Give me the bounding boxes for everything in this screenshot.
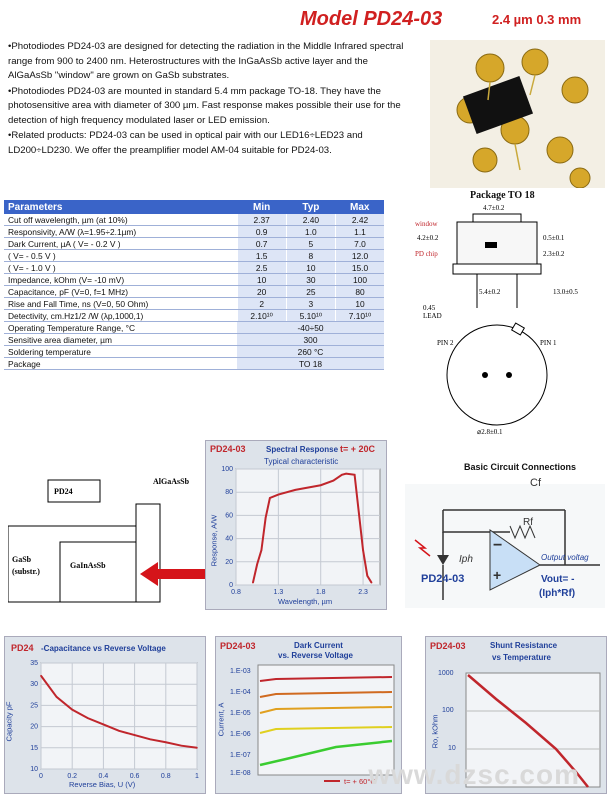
param-cell: Cut off wavelength, µm (at 10%) [4,214,237,226]
min-cell: 0.7 [237,238,286,250]
max-cell: 1.1 [336,226,385,238]
data-point [333,480,335,482]
shunt-ytick: 100 [442,707,454,714]
package-drawing [415,200,605,440]
circuit-formula: (Iph*Rf) [539,588,576,599]
layer-structure [8,478,208,603]
dark-title: PD24-03 [220,641,256,651]
data-point [196,747,198,749]
spectral-chart [206,441,386,609]
min-cell: 2 [237,298,286,310]
table-row [4,298,384,310]
intro-text [8,40,408,159]
x-tick-label: 0.2 [67,773,78,780]
data-point [345,473,347,475]
typ-cell: 30 [286,274,335,286]
table-row [4,226,384,238]
max-cell: 15.0 [336,262,385,274]
intro-para-2: •Photodiodes PD24-03 are mounted in standard 5.4 mm package TO-18. They have the photosensitive area with diameter of 300 µm. Fast response makes possible their use for the detection of high frequency modulated laser or LED emission. [8,85,401,126]
dark-subtitle: Dark Current [294,641,343,650]
data-point [118,730,120,732]
data-point [354,474,356,476]
data-point [261,549,263,551]
watermark: www.dzsc.com [368,759,580,790]
data-point [165,741,167,743]
spec-label: 2.4 µm 0.3 mm [492,12,582,27]
dark-ytick: 1.E-04 [230,689,251,696]
value-cell: -40÷50 [237,322,384,334]
pkg-lead-t: LEAD [423,312,442,320]
data-point [371,582,373,584]
value-cell: 300 [237,334,384,346]
x-tick-label: 1.8 [315,589,326,596]
y-tick-label: 80 [225,489,233,497]
x-tick-label: 2.3 [358,589,368,596]
data-point [149,739,151,741]
pkg-window: window [415,220,438,228]
max-cell: 2.42 [336,214,385,226]
data-point [181,745,183,747]
typ-cell: 2.40 [286,214,335,226]
svg-text:−: − [493,537,503,554]
col-min: Min [237,200,286,214]
intro-para-1: •Photodiodes PD24-03 are designed for detecting the radiation in the Middle Infrared spectral range from 900 to 2400 nm. Heterostructures with the InGaAsSb active layer and the AlGaAsSb "window" are grown on GaSb substrates. [8,41,404,81]
param-cell: Sensitive area diameter, µm [4,334,237,346]
shunt-ylabel: Ro, kOhm [430,714,440,749]
pkg-pitch: ⌀2.8±0.1 [477,428,503,436]
spectral-title: PD24-03 [210,444,246,454]
data-point [320,484,322,486]
table-row [4,262,384,274]
y-tick-label: 10 [30,766,38,773]
dark-ytick: 1.E-06 [230,731,251,738]
x-tick-label: 1 [195,773,199,780]
min-cell: 0.9 [237,226,286,238]
x-tick-label: 0.6 [129,773,140,780]
circuit-iph: Iph [459,554,473,565]
value-cell: TO 18 [237,358,384,370]
x-tick-label: 0.4 [98,773,109,780]
dark-sub2: vs. Reverse Voltage [278,651,354,660]
dark-legend: t= + 60°C [344,777,376,786]
data-point [269,497,271,499]
package-title: Package TO 18 [470,190,535,201]
spectral-ylabel: Response, A/W [209,514,219,567]
data-point [341,474,343,476]
table-row [4,322,384,334]
min-cell: 2.5 [237,262,286,274]
param-cell: Dark Current, µA ( V= - 0.2 V ) [4,238,237,250]
y-tick-label: 40 [225,535,233,543]
table-row [4,310,384,322]
struct-substr: (substr.) [12,567,40,576]
pkg-dim-h2: 0.5±0.1 [543,234,565,242]
spectral-temp: t= + 20C [340,444,376,454]
y-tick-label: 100 [221,466,233,473]
table-row [4,334,384,346]
min-cell: 1.5 [237,250,286,262]
pkg-dim-h1: 4.2±0.2 [417,234,439,242]
table-row [4,358,384,370]
x-tick-label: 0 [39,773,43,780]
y-tick-label: 35 [30,660,38,667]
shunt-ytick: 10 [448,745,456,752]
max-cell: 7.0 [336,238,385,250]
y-tick-label: 15 [30,744,38,752]
table-row [4,214,384,226]
param-cell: Impedance, kOhm (V= -10 mV) [4,274,237,286]
param-cell: Rise and Fall Time, ns (V=0, 50 Ohm) [4,298,237,310]
plot-area [41,663,197,769]
pkg-dim-len: 13.0±0.5 [553,288,578,296]
capacitance-ylabel: Capacity pF [4,701,14,742]
table-row [4,250,384,262]
param-cell: Capacitance, pF (V=0, f=1 MHz) [4,286,237,298]
plot-area [236,469,380,585]
shunt-subtitle: Shunt Resistance [490,641,558,650]
x-tick-label: 1.3 [273,589,284,596]
param-cell: Package [4,358,237,370]
max-cell: 12.0 [336,250,385,262]
capacitance-panel [4,636,206,794]
capacitance-chart [5,637,205,793]
table-row [4,238,384,250]
col-parameters: Parameters [4,200,237,214]
shunt-sub2: vs Temperature [492,653,551,662]
capacitance-xlabel: Reverse Bias, U (V) [69,780,136,789]
shunt-title: PD24-03 [430,641,466,651]
y-tick-label: 30 [30,681,38,689]
product-photo [430,40,605,188]
param-cell: Soldering temperature [4,346,237,358]
table-row [4,286,384,298]
pkg-dim-h3: 2.3±0.2 [543,250,565,258]
y-tick-label: 20 [225,558,233,566]
pkg-lead: 0.45 [423,304,436,312]
data-point [278,494,280,496]
data-point [366,575,368,577]
data-point [103,724,105,726]
data-point [256,563,258,565]
param-cell: ( V= - 1.0 V ) [4,262,237,274]
typ-cell: 10 [286,262,335,274]
y-tick-label: 0 [229,582,233,589]
table-row [4,274,384,286]
circuit-device: PD24-03 [421,573,465,585]
typ-cell: 3 [286,298,335,310]
value-cell: 260 °C [237,346,384,358]
pkg-pdchip: PD chip [415,250,438,258]
typ-cell: 8 [286,250,335,262]
param-cell: Responsivity, A/W (λ=1.95÷2.1µm) [4,226,237,238]
parameters-table [4,200,384,370]
y-tick-label: 60 [225,512,233,520]
spectral-sub2: Typical characteristic [264,457,339,466]
max-cell: 100 [336,274,385,286]
data-point [252,582,254,584]
dark-ytick: 1.E-07 [230,752,251,759]
model-title: Model PD24-03 [300,8,443,30]
param-cell: ( V= - 0.5 V ) [4,250,237,262]
circuit-title: Basic Circuit Connections [464,462,577,472]
data-point [40,675,42,677]
col-max: Max [336,200,385,214]
max-cell: 7.10¹⁰ [336,310,385,322]
spectral-panel [205,440,387,610]
min-cell: 20 [237,286,286,298]
data-point [71,709,73,711]
min-cell: 10 [237,274,286,286]
data-point [265,517,267,519]
pkg-pin1: PIN 1 [540,339,557,347]
x-tick-label: 0.8 [160,773,171,780]
struct-algaassb: AlGaAsSb [153,478,190,486]
pkg-dim-d: 5.4±0.2 [479,288,501,296]
data-point [87,717,89,719]
min-cell: 2.10¹⁰ [237,310,286,322]
x-tick-label: 0.8 [231,589,241,596]
circuit-rf: Rf [523,517,533,528]
dark-ylabel: Current, A [216,702,226,737]
pkg-pin2: PIN 2 [437,339,454,347]
dark-ytick: 1.E-03 [230,668,251,675]
circuit-out: Output voltag [541,553,589,562]
typ-cell: 25 [286,286,335,298]
y-tick-label: 25 [30,702,38,710]
struct-gainassb: GaInAsSb [70,561,106,570]
data-point [134,734,136,736]
typ-cell: 5 [286,238,335,250]
svg-text:+: + [493,567,502,583]
table-row [4,346,384,358]
spectral-subtitle: Spectral Response [266,445,339,454]
dark-ytick: 1.E-05 [230,710,251,717]
shunt-ytick: 1000 [438,670,454,677]
dark-ytick: 1.E-08 [230,770,251,777]
col-typ: Typ [286,200,335,214]
capacitance-subtitle: -Capacitance vs Reverse Voltage [41,644,166,653]
capacitance-title: PD24 [11,643,34,653]
circuit-vout: Vout= - [541,574,575,585]
y-tick-label: 20 [30,723,38,731]
data-point [56,696,58,698]
param-cell: Operating Temperature Range, °C [4,322,237,334]
max-cell: 80 [336,286,385,298]
max-cell: 10 [336,298,385,310]
table-header-row [4,200,384,214]
struct-gasb: GaSb [12,555,32,564]
struct-pd24: PD24 [54,487,73,496]
typ-cell: 5.10¹⁰ [286,310,335,322]
intro-para-3: •Related products: PD24-03 can be used in optical pair with our LED16÷LED23 and LD200÷LD230. We offer the preamplifier model AM-04 suitable for PD24-03. [8,130,363,156]
min-cell: 2.37 [237,214,286,226]
circuit-diagram [395,470,607,610]
typ-cell: 1.0 [286,226,335,238]
param-cell: Detectivity, cm.Hz1/2 /W (λp,1000,1) [4,310,237,322]
data-point [362,549,364,551]
data-point [294,489,296,491]
spectral-xlabel: Wavelength, µm [278,597,333,606]
circuit-cf: Cf [530,477,541,489]
pkg-dim-top: 4.7±0.2 [483,204,505,212]
